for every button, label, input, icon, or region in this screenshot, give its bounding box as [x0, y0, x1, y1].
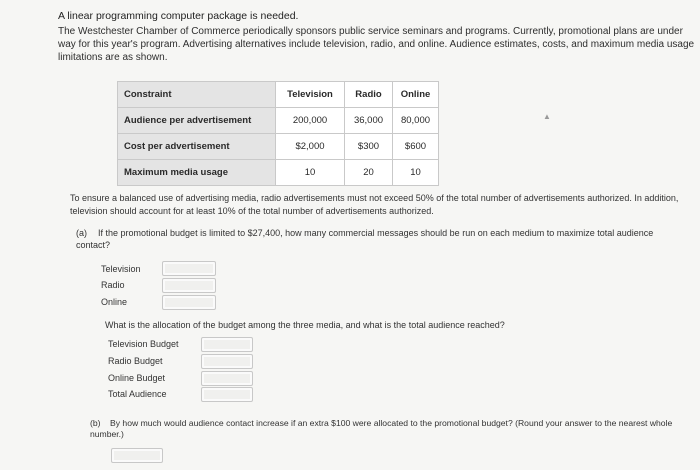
row-label: Cost per advertisement — [118, 134, 276, 160]
part-b-answer-input[interactable] — [111, 448, 163, 463]
allocation-question: What is the allocation of the budget among the three media, and what is the total audience reached? — [105, 320, 505, 330]
part-a-question-text: If the promotional budget is limited to $27,400, how many commercial messages should be run on each medium to maximize total audience contact? — [76, 228, 654, 250]
column-header: Online — [393, 82, 439, 108]
column-header: Constraint — [118, 82, 276, 108]
part-b-question — [90, 418, 690, 440]
total-audience-input[interactable] — [201, 387, 253, 402]
row-label: Audience per advertisement — [118, 108, 276, 134]
table-cell: $2,000 — [276, 134, 345, 160]
television-label: Television — [101, 264, 141, 274]
table-row — [118, 108, 439, 134]
online-budget-input[interactable] — [201, 371, 253, 386]
television-input[interactable] — [162, 261, 216, 276]
radio-label: Radio — [101, 280, 125, 290]
table-cell: 10 — [276, 160, 345, 186]
radio-budget-label: Radio Budget — [108, 356, 163, 366]
total-audience-label: Total Audience — [108, 389, 167, 399]
part-a-question — [76, 227, 686, 251]
table-header-row — [118, 82, 439, 108]
column-header: Radio — [345, 82, 393, 108]
problem-statement: The Westchester Chamber of Commerce periodically sponsors public service seminars and programs. Currently, promotional plans are under way for this year's program. Advertising alternatives include television, radio, and online. Audience estimates, costs, and maximum media usage limitations are as shown. — [58, 26, 695, 63]
part-b-question-text: By how much would audience contact increase if an extra $100 were allocated to the promotional budget? (Round your answer to the nearest whole number.) — [90, 418, 673, 439]
table-cell: 36,000 — [345, 108, 393, 134]
online-input[interactable] — [162, 295, 216, 310]
part-b-label: (b) — [90, 418, 101, 428]
television-budget-label: Television Budget — [108, 339, 179, 349]
table-cell: 80,000 — [393, 108, 439, 134]
online-label: Online — [101, 297, 128, 307]
table-cell: $600 — [393, 134, 439, 160]
part-a-label: (a) — [76, 228, 87, 238]
cursor-icon: ▲ — [543, 112, 551, 121]
television-budget-input[interactable] — [201, 337, 253, 352]
media-table — [117, 81, 439, 186]
radio-budget-input[interactable] — [201, 354, 253, 369]
online-budget-label: Online Budget — [108, 373, 166, 383]
table-cell: 200,000 — [276, 108, 345, 134]
constraint-text: To ensure a balanced use of advertising media, radio advertisements must not exceed 50% of the total number of advertisements authorized. In addition, television should account for at least 10% of the total number of advertisements authorized. — [70, 193, 679, 216]
row-label: Maximum media usage — [118, 160, 276, 186]
table-row — [118, 134, 439, 160]
table-cell: 20 — [345, 160, 393, 186]
table-row — [118, 160, 439, 186]
table-cell: 10 — [393, 160, 439, 186]
table-cell: $300 — [345, 134, 393, 160]
column-header: Television — [276, 82, 345, 108]
radio-input[interactable] — [162, 278, 216, 293]
notice-text: A linear programming computer package is needed. — [58, 10, 299, 22]
